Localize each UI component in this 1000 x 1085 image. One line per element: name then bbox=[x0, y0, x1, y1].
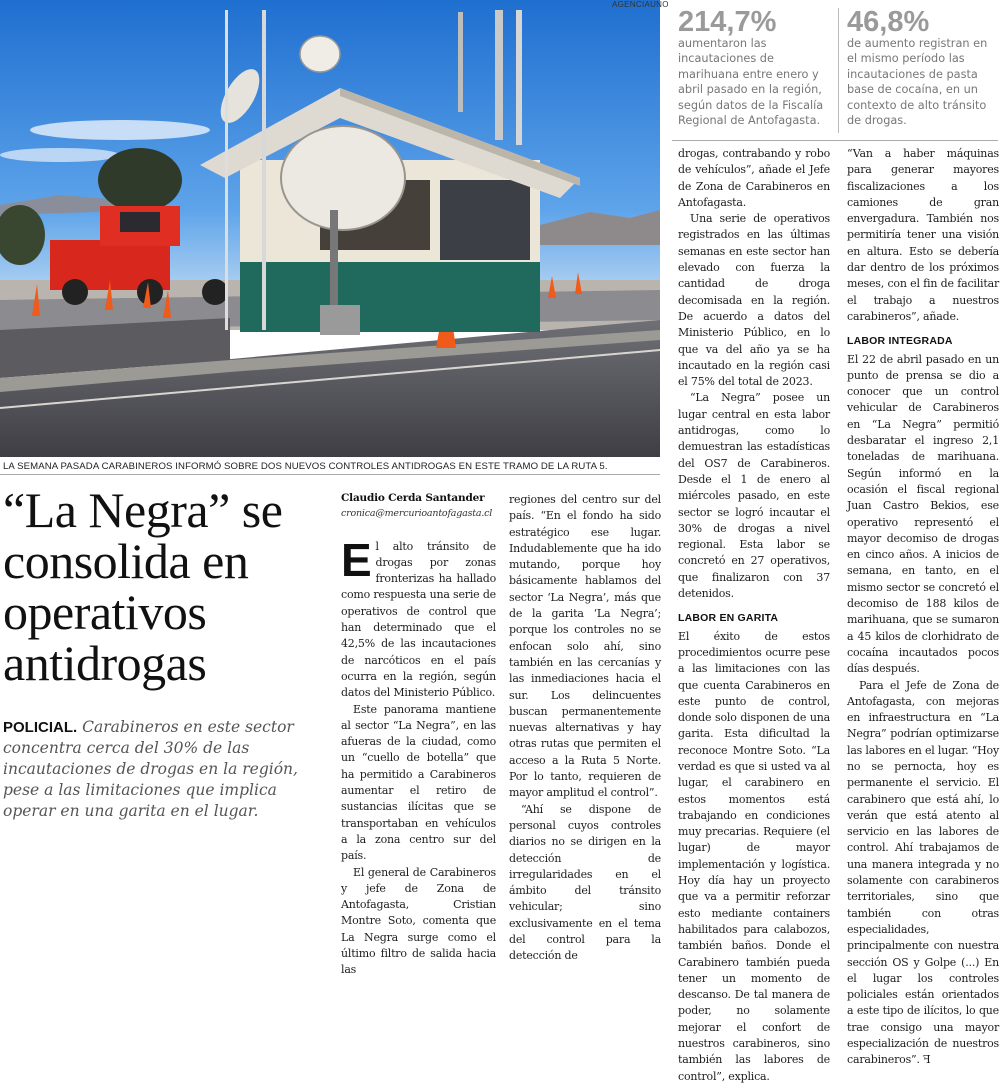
lead-paragraph bbox=[3, 717, 323, 822]
paragraph: El general de Carabineros y jefe de Zona de Antofagasta, Cristian Montre Soto, comenta que La Negra surge como el último filtro de salida hacia las bbox=[341, 865, 496, 977]
paragraph: Este panorama mantiene al sector “La Negra”, en las afueras de la ciudad, como un “cuello de botella” que ha permitido a Carabineros aumentar el retiro de sustancias ilícitas que se transportaban en vehículos a la zona centro sur del país. bbox=[341, 702, 496, 863]
article-photo bbox=[0, 0, 660, 457]
section-label: POLICIAL. bbox=[3, 719, 78, 736]
paragraph: “Ahí se dispone de personal cuyos controles diarios no se dirigen en la detección de irregularidades en el ámbito del tránsito vehicular; sino exclusivamente en el tema del control para la detección de bbox=[509, 802, 661, 963]
stat-text: aumentaron las incautaciones de marihuana entre enero y abril pasado en la región, según datos de la Fiscalía Regional de Antofagasta. bbox=[678, 37, 824, 128]
subheading: LABOR INTEGRADA bbox=[847, 335, 953, 348]
byline-email: cronica@mercurioantofagasta.cl bbox=[341, 508, 493, 520]
byline-author: Claudio Cerda Santander bbox=[341, 492, 485, 504]
paragraph: regiones del centro sur del país. “En el fondo ha sido estratégico ese lugar. Indudablemente que ha ido mutando, porque hoy básicamente hablamos del sector ‘La Negra’, más que de la garita ‘La Negra’; porque los controles no se enfocan solo ahí, sino también en las cercanías y las inmediaciones hacia el sur. Los delincuentes buscan permanentemente nuevas alternativas y hay otras rutas que permiten el acceso a la Ruta 5 Norte. Por lo tanto, requieren de mayor amplitud el control”. bbox=[509, 493, 661, 800]
checkpoint-photo-illustration bbox=[0, 0, 660, 457]
paragraph: El éxito de estos procedimientos ocurre pese a las limitaciones con las que cuenta Carabineros en este punto de control, donde solo disponen de una garita. Esta dificultad la reconoce Montre Soto. “La verdad es que si usted va al lugar, el carabinero en estos momentos está trabajando en condiciones muy precarias. Requiere (el lugar) de mayor implementación y logística. Hoy día hay un proyecto que va a permitir reforzar esto mediante containers habilitados para calabozos, también baños. Donde el Carabinero también pueda tener un momento de descanso. De tal manera de poder, no solamente mejorar el confort de nuestros carabineros, sino también las labores de control”, explica. bbox=[678, 629, 830, 1083]
paragraph: “La Negra” posee un lugar central en esta labor antidrogas, como lo demuestran las estadísticas del OS7 de Carabineros. Desde el 1 de enero al miércoles pasado, en este sector se logró incautar el 30% de drogas a nivel regional. Esta labor se concretó en 27 operativos, que finalizaron con 37 detenidos. bbox=[678, 391, 830, 601]
stat-box-2 bbox=[847, 8, 997, 128]
paragraph: El 22 de abril pasado en un punto de prensa se dio a conocer que un control vehicular de Carabineros en “La Negra” permitió desbaratar el ingreso 2,1 toneladas de marihuana. Según informó en la ocasión el fiscal regional Juan Castro Bekios, ese operativo representó el mayor decomiso de drogas en cinco años. A inicios de semana, en tanto, en el mismo sector se concretó el decomiso de 188 kilos de marihuana, que se sumaron a 45 kilos de clorhidrato de cocaína incautados pocos días después. bbox=[847, 352, 999, 676]
stats-divider bbox=[838, 8, 839, 133]
photo-credit: AGENCIAUNO bbox=[612, 0, 669, 9]
subheading: LABOR EN GARITA bbox=[678, 612, 779, 625]
article-column-2 bbox=[509, 492, 661, 965]
paragraph: drogas, contrabando y robo de vehículos”, añade el Jefe de Zona de Carabineros en Antofagasta. bbox=[678, 147, 830, 209]
paragraph: Una serie de operativos registrados en las últimas semanas en este sector han elevado con fuerza la cantidad de droga decomisada en la región. De acuerdo a datos del Ministerio Público, en lo que va del año ya se ha incautado en la región casi el 75% del total de 2023. bbox=[678, 212, 830, 389]
article-column-3 bbox=[678, 146, 830, 1085]
caption-rule bbox=[0, 474, 660, 475]
lead-text: Carabineros en este sector concentra cerca del 30% de las incautaciones de drogas en la región, pese a las limitaciones que implica operar en una garita en el lugar. bbox=[3, 718, 298, 820]
stat-text: de aumento registran en el mismo período las incautaciones de pasta base de cocaína, en un contexto de alto tránsito de drogas. bbox=[847, 37, 988, 128]
stat-value: 214,7% bbox=[678, 6, 777, 38]
dropcap: E bbox=[341, 533, 372, 586]
article-column-4 bbox=[847, 146, 999, 1069]
stat-value: 46,8% bbox=[847, 6, 930, 38]
stats-rule bbox=[672, 140, 998, 141]
article-column-1 bbox=[341, 490, 496, 979]
end-mark-icon: ꟻ bbox=[923, 1053, 931, 1067]
headline: “La Negra” se consolida en operativos antidrogas bbox=[3, 482, 283, 691]
stat-box-1 bbox=[678, 8, 828, 128]
paragraph: Para el Jefe de Zona de Antofagasta, con mejoras en infraestructura en “La Negra” podrían optimizarse las labores en el lugar. “Hoy no se pernocta, hoy es permanente el servicio. El carabinero que está ahí, lo verán que está atento al servicio en las labores de control. Ahí trabajamos de una manera integrada y no solamente con carabineros territoriales, sino que también con otras especialidades, principalmente con nuestra sección OS y Golpe (...) En el lugar los controles policiales están orientados a este tipo de ilícitos, lo que trae consigo una mayor especialización de nuestros carabineros”. ꟻ bbox=[847, 678, 999, 1067]
paragraph: “Van a haber máquinas para generar mayores fiscalizaciones a los camiones de gran envergadura. También nos permitiría tener una visión en altura. Esto se debería dar dentro de los próximos meses, con el fin de facilitar el trabajo a nuestros carabineros”, añade. bbox=[847, 147, 999, 323]
paragraph: El alto tránsito de drogas por zonas fronterizas ha hallado como respuesta una serie de operativos de control que han determinado que el 42,5% de las incautaciones de narcóticos en el país ocurra en la región, según datos del Ministerio Público. bbox=[341, 533, 496, 700]
photo-caption: LA SEMANA PASADA CARABINEROS INFORMÓ SOBRE DOS NUEVOS CONTROLES ANTIDROGAS EN ESTE TRAMO DE LA RUTA 5. bbox=[3, 461, 608, 472]
